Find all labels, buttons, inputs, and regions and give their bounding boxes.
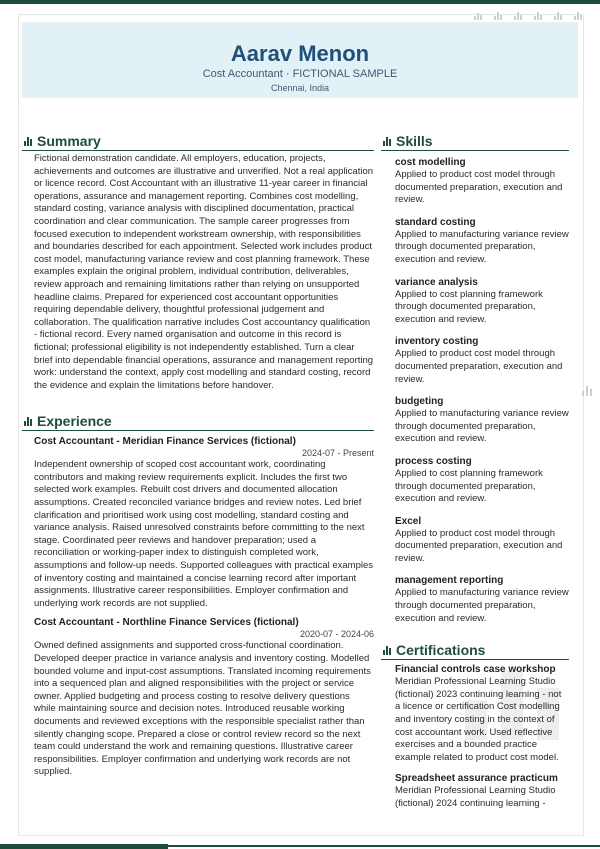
bottom-accent-bar bbox=[0, 844, 168, 849]
skill-description: Applied to manufacturing variance review through documented preparation, execution and review. bbox=[395, 408, 569, 445]
job-entry bbox=[22, 436, 374, 610]
skill-name: budgeting bbox=[395, 396, 444, 408]
skill-name: process costing bbox=[395, 455, 472, 467]
job-dates: 2024-07 - Present bbox=[301, 448, 374, 459]
watermark-side-chart-icon bbox=[580, 382, 594, 396]
skill-item bbox=[381, 515, 569, 566]
candidate-location: Chennai, India bbox=[270, 83, 330, 93]
summary-heading: Summary bbox=[37, 133, 101, 149]
certification-description: Meridian Professional Learning Studio (fictional) 2023 continuing learning - not a licence or certification Cost modelling and inventory costing in the context of cost accountant work. Used reflective exercises and a bounded practice example related to product cost model. bbox=[395, 676, 562, 763]
skill-description: Applied to manufacturing variance review through documented preparation, execution and review. bbox=[395, 587, 569, 624]
job-description: Independent ownership of scoped cost accountant work, coordinating contributors and making review requirements explicit. Includes the first two selected work examples. Rebuilt cost drivers and documented allocation assumptions. Created reconciled variance bridges and review notes. Led brief clarification and prioritised work using cost modelling, standard costing and variance analysis. Raised unresolved constraints before committing to the next stage. Coordinated peer reviews and handover preparation; used a reconciliation or working-paper index to distinguish completed work, assumptions and follow-up needs. Supported colleagues with practical examples of inventory costing and maintained a concise learning record after important assignments. Illustrative career responsibilities. Employer confirmation and underlying work records are not supplied. bbox=[34, 459, 374, 609]
bar-chart-icon bbox=[24, 415, 34, 427]
certification-item bbox=[381, 663, 569, 764]
skills-section bbox=[381, 132, 569, 625]
certification-item bbox=[381, 772, 569, 810]
skill-item bbox=[381, 276, 569, 327]
skill-item bbox=[381, 216, 569, 267]
bar-chart-icon bbox=[383, 644, 393, 656]
skill-name: Excel bbox=[395, 515, 422, 527]
skills-heading-row bbox=[381, 132, 569, 151]
certification-name: Spreadsheet assurance practicum bbox=[395, 773, 558, 785]
job-title: Cost Accountant - Meridian Finance Services (fictional) bbox=[34, 436, 296, 448]
bar-chart-icon bbox=[24, 135, 34, 147]
skill-description: Applied to product cost model through documented preparation, execution and review. bbox=[395, 527, 563, 564]
skill-item bbox=[381, 395, 569, 446]
certification-description: Meridian Professional Learning Studio (fictional) 2024 continuing learning - bbox=[395, 785, 556, 809]
skill-item bbox=[381, 156, 569, 207]
skill-item bbox=[381, 455, 569, 506]
job-entry bbox=[22, 617, 374, 779]
job-description: Owned defined assignments and supported cross-functional coordination. Developed deeper practice in variance analysis and inventory costing. Modelled bounded volume and input-cost assumptions. Translated incoming requirements into a sequenced plan and aligned responsibilities with the project or service owner. Applied budgeting and process costing to resolve delivery questions while maintaining source and decision notes. Introduced reusable working documents and reviewed exceptions with the responsible specialist rather than silently changing scope. Prepared a close or control review record so the next team could understand the work and remaining questions. Illustrative career responsibilities. Employer confirmation and underlying work records are not supplied. bbox=[34, 640, 371, 778]
right-column bbox=[381, 132, 569, 819]
skill-item bbox=[381, 574, 569, 625]
summary-text: Fictional demonstration candidate. All employers, education, projects, achievements and outcomes are illustrative and unverified. Not a real application or licence record. Cost Accountant with an illustrative 11-year career in financial operations, assurance and management reporting. Combines cost modelling, standard costing, variance analysis with disciplined documentation, practical coordination and clear communication. The sample career progresses from focused execution to independent workstream ownership, with responsibilities and boundaries described for each appointment. Selected work includes product cost model, manufacturing variance review and cost planning framework. These examples explain the original problem, individual contribution, deliverables, review approach and remaining limitations rather than relying on unsupported headline claims. Prepared for experienced cost accountant opportunities requiring dependable delivery, thoughtful professional judgement and collaboration. The qualification narrative includes Cost accountancy qualification - fictional record. Every named organisation and outcome in this record is fictional; professional eligibility is not independently established. Turn a clear brief into dependable financial operations, assurance and management reporting work: understand the context, apply cost modelling and standard costing, record the evidence and explain the limitations before handover. bbox=[34, 153, 374, 391]
certifications-heading: Certifications bbox=[396, 642, 486, 659]
skill-name: management reporting bbox=[395, 575, 504, 587]
skill-description: Applied to cost planning framework through documented preparation, execution and review. bbox=[395, 467, 543, 505]
summary-heading-row bbox=[22, 132, 374, 151]
certifications-section bbox=[381, 641, 569, 810]
resume-header bbox=[22, 22, 578, 98]
candidate-name: Aarav Menon bbox=[230, 41, 370, 66]
skill-description: Applied to product cost model through documented preparation, execution and review. bbox=[395, 169, 563, 206]
skill-description: Applied to manufacturing variance review through documented preparation, execution and review. bbox=[395, 228, 569, 265]
job-dates: 2020-07 - 2024-06 bbox=[299, 629, 374, 640]
skill-name: variance analysis bbox=[395, 276, 478, 288]
candidate-title: Cost Accountant · FICTIONAL SAMPLE bbox=[202, 68, 398, 80]
top-accent-bar bbox=[0, 0, 600, 4]
watermark-chart-icons bbox=[470, 8, 590, 20]
job-title: Cost Accountant - Northline Finance Services (fictional) bbox=[34, 617, 299, 629]
skill-name: cost modelling bbox=[395, 157, 466, 168]
summary-section bbox=[22, 132, 374, 392]
skill-description: Applied to product cost model through documented preparation, execution and review. bbox=[395, 348, 563, 385]
skill-name: inventory costing bbox=[395, 336, 479, 348]
certification-name: Financial controls case workshop bbox=[395, 664, 556, 676]
certifications-heading-row bbox=[381, 641, 569, 660]
skill-name: standard costing bbox=[395, 216, 476, 228]
experience-heading-row bbox=[22, 412, 374, 431]
bar-chart-icon bbox=[383, 135, 393, 147]
experience-section bbox=[22, 412, 374, 779]
left-column bbox=[22, 132, 374, 779]
skills-heading: Skills bbox=[396, 133, 433, 149]
experience-heading: Experience bbox=[37, 413, 112, 430]
skill-item bbox=[381, 335, 569, 386]
skill-description: Applied to cost planning framework through documented preparation, execution and review. bbox=[395, 288, 543, 325]
